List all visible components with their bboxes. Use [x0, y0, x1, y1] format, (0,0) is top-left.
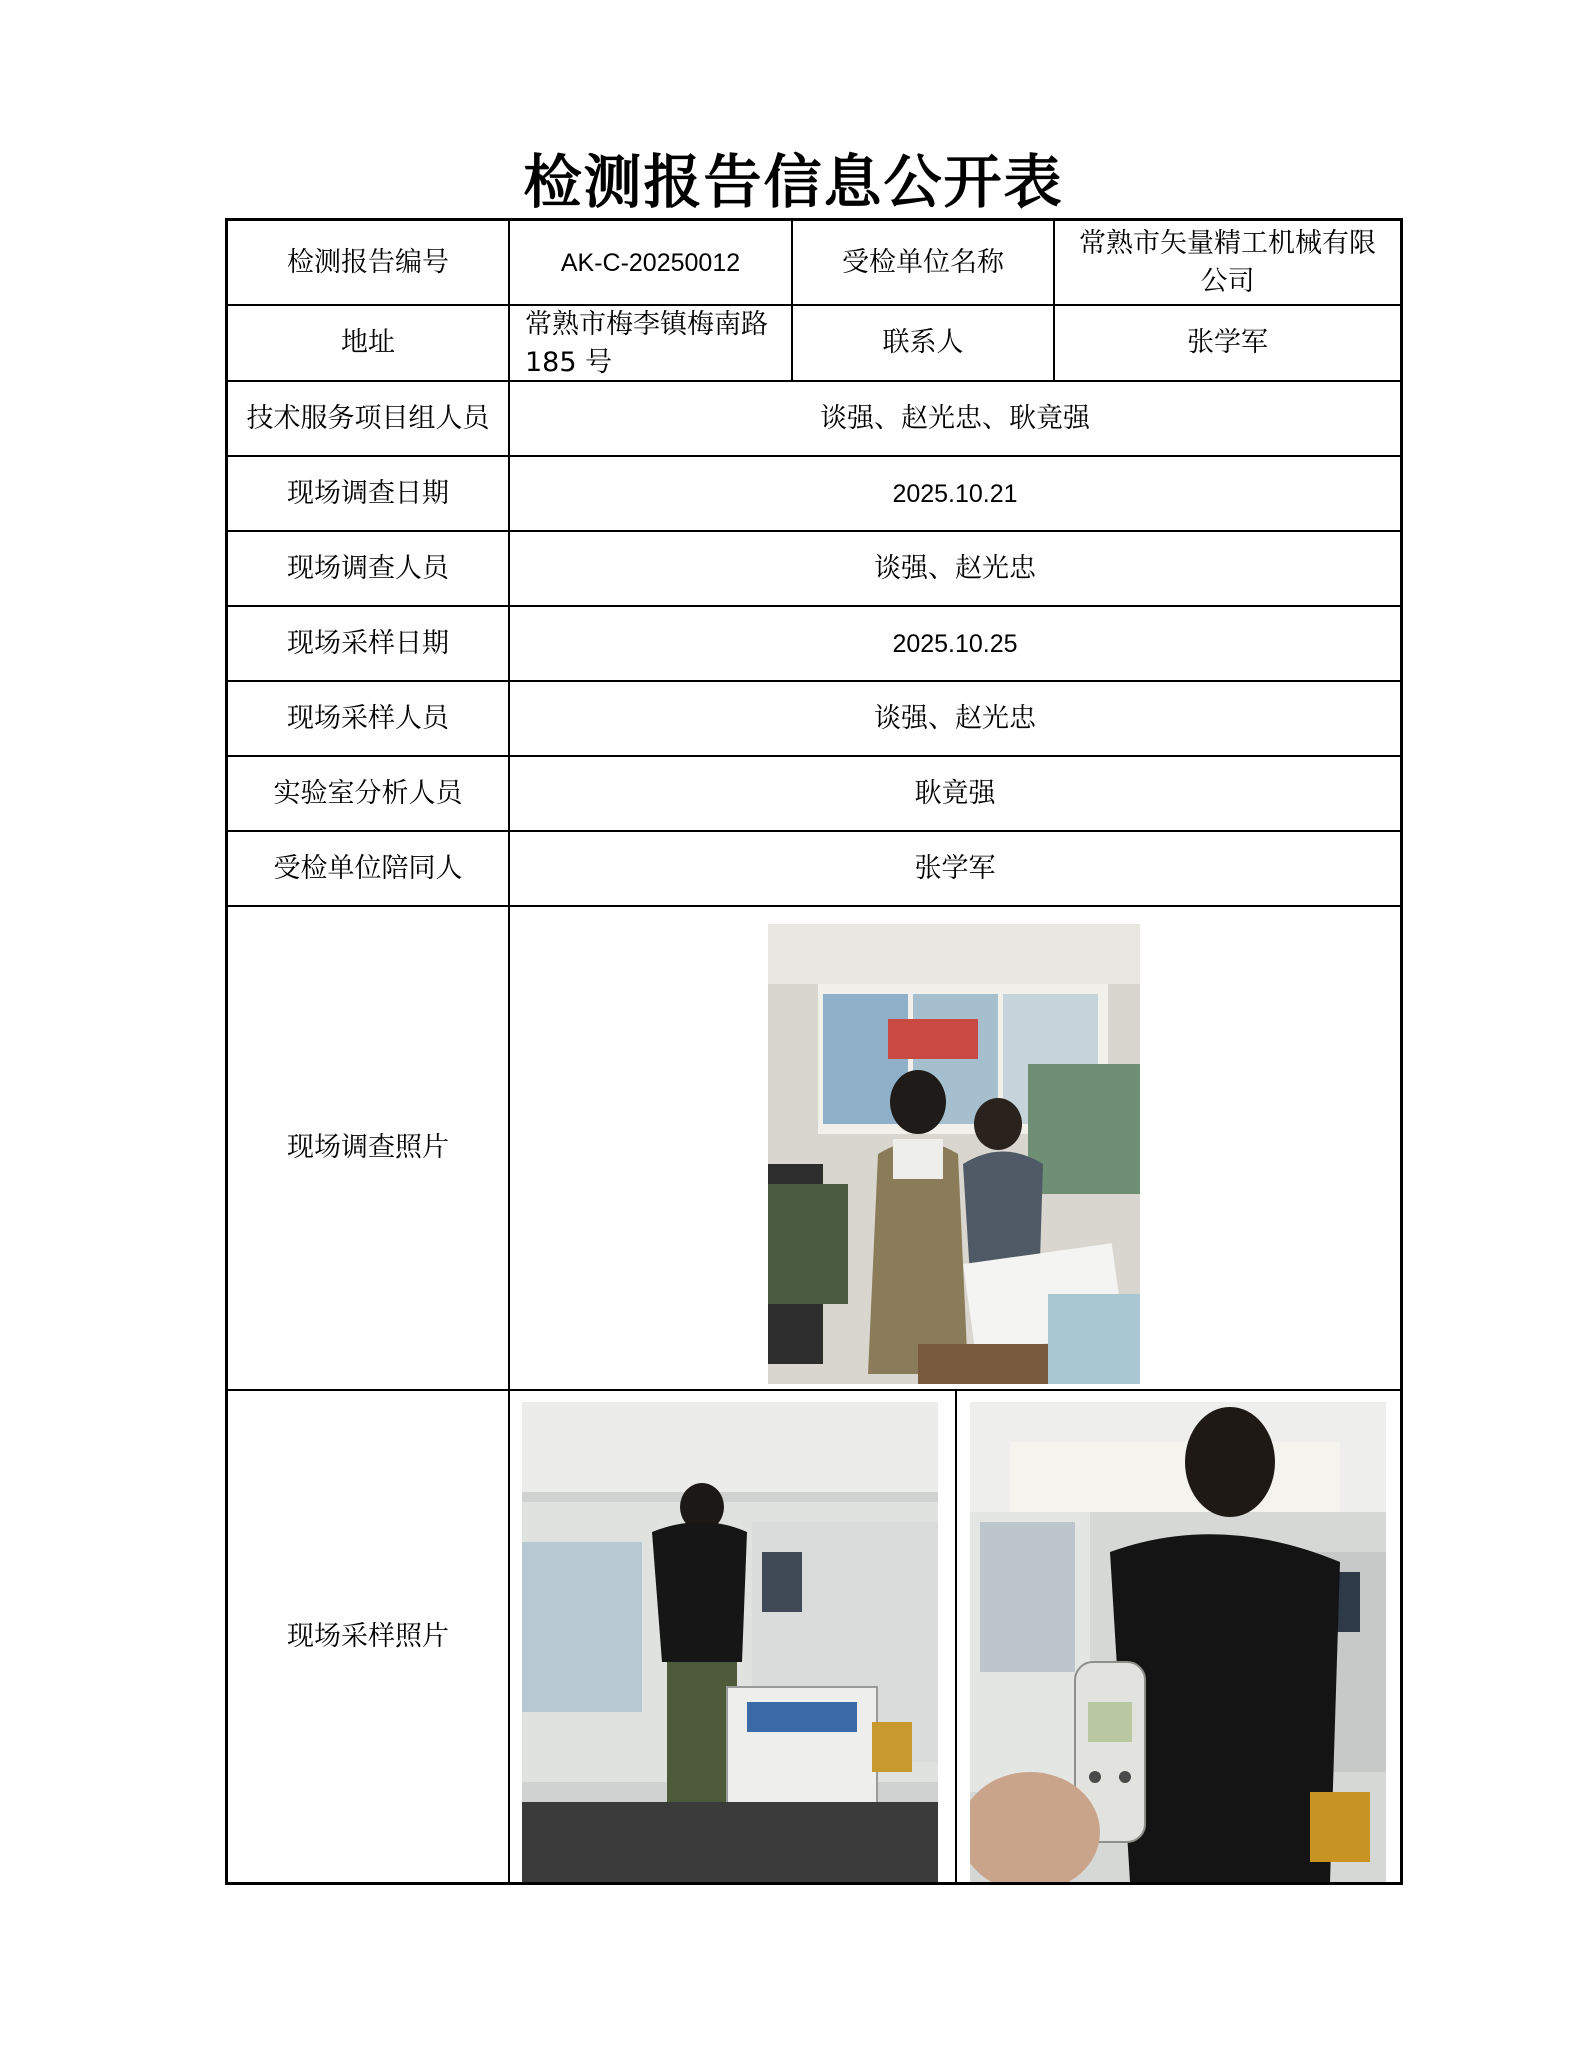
- survey-photo: [768, 924, 1140, 1384]
- survey-staff-value: 谈强、赵光忠: [874, 552, 1036, 584]
- survey-staff-label: 现场调查人员: [287, 552, 449, 584]
- sampling-photo-1: [522, 1402, 938, 1882]
- sampling-photo-label: 现场采样照片: [287, 1620, 449, 1652]
- address-line1: 常熟市梅李镇梅南路: [525, 309, 768, 340]
- report-no-value: AK-C-20250012: [560, 248, 741, 277]
- team-label: 技术服务项目组人员: [246, 402, 490, 434]
- unit-name-line2: 公司: [1200, 265, 1255, 297]
- survey-date-label: 现场调查日期: [287, 477, 449, 509]
- address-line2: 185 号: [525, 347, 613, 378]
- unit-name-value: [1055, 221, 1400, 304]
- page-title: 检测报告信息公开表: [523, 148, 1064, 216]
- sampling-date-value: 2025.10.25: [892, 629, 1018, 658]
- sampling-photo-2: [970, 1402, 1386, 1882]
- unit-name-line1: 常熟市矢量精工机械有限: [1079, 227, 1376, 259]
- team-value: 谈强、赵光忠、耿竟强: [820, 402, 1090, 434]
- sampling-staff-value: 谈强、赵光忠: [874, 702, 1036, 734]
- address-label: 地址: [341, 327, 395, 358]
- lab-staff-value: 耿竟强: [914, 777, 996, 809]
- info-table: [225, 218, 1403, 1885]
- escort-value: 张学军: [914, 852, 996, 884]
- sampling-date-label: 现场采样日期: [287, 627, 449, 659]
- survey-date-value: 2025.10.21: [892, 479, 1018, 508]
- survey-photo-label: 现场调查照片: [287, 1132, 449, 1163]
- report-no-label: 检测报告编号: [287, 246, 449, 278]
- contact-label: 联系人: [882, 327, 964, 358]
- escort-label: 受检单位陪同人: [273, 852, 463, 884]
- unit-name-label: 受检单位名称: [842, 246, 1004, 278]
- sampling-staff-label: 现场采样人员: [287, 702, 449, 734]
- lab-staff-label: 实验室分析人员: [273, 777, 463, 809]
- address-value: [510, 306, 791, 380]
- contact-value: 张学军: [1187, 327, 1268, 358]
